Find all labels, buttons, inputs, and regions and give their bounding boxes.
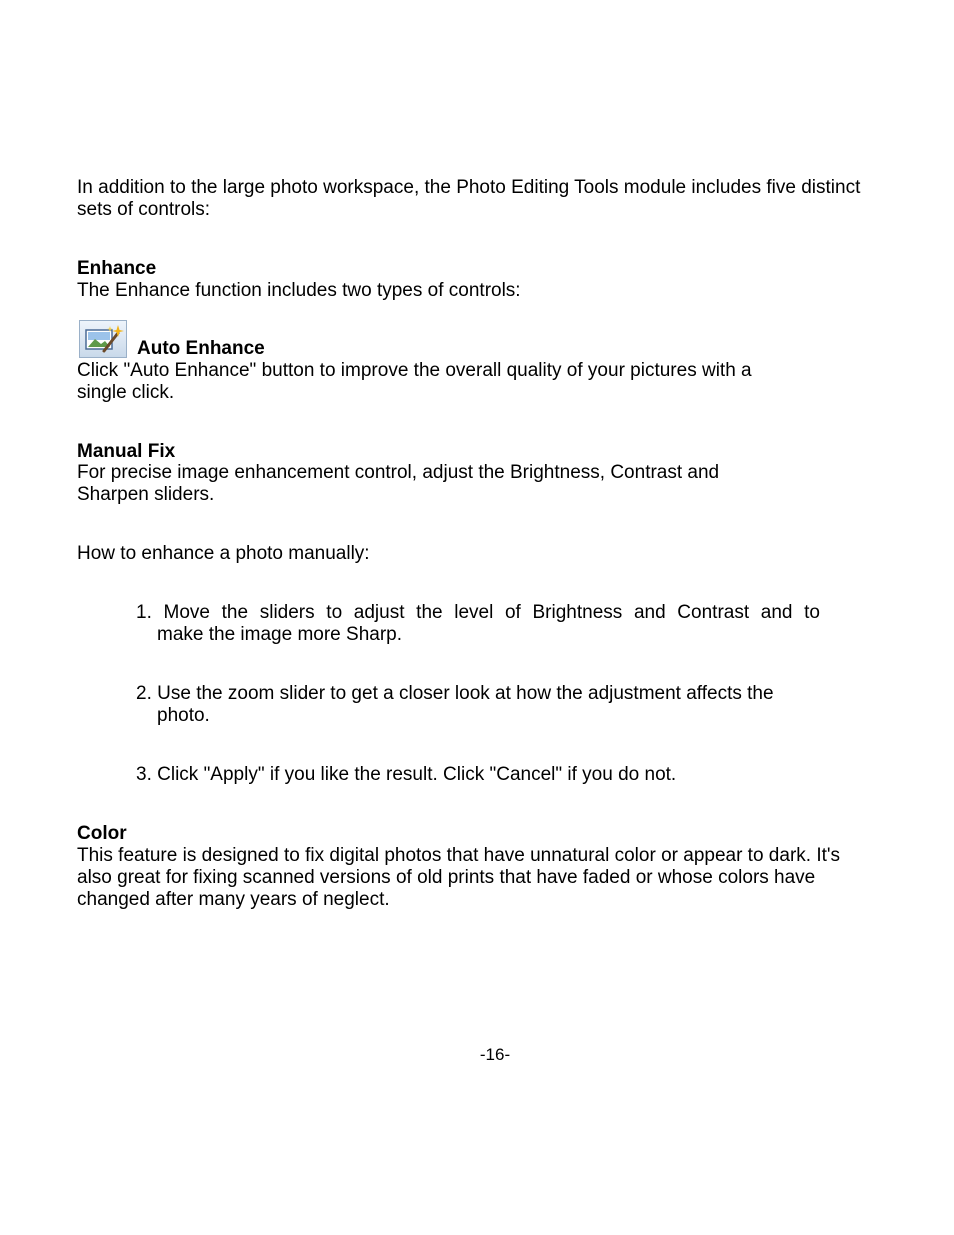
step-3-line-1: 3. Click "Apply" if you like the result. Click "Cancel" if you do not.	[136, 764, 677, 785]
intro-paragraph	[77, 177, 917, 221]
color-description	[77, 845, 917, 911]
auto-enhance-line-1: Click "Auto Enhance" button to improve the overall quality of your pictures with a	[77, 360, 752, 381]
manual-fix-heading: Manual Fix	[77, 441, 176, 462]
color-line-3: changed after many years of neglect.	[77, 889, 390, 910]
manual-fix-line-2: Sharpen sliders.	[77, 484, 215, 505]
step-1-line-2: make the image more Sharp.	[157, 624, 403, 645]
manual-fix-line-1: For precise image enhancement control, adjust the Brightness, Contrast and	[77, 462, 720, 483]
step-2-line-1: 2. Use the zoom slider to get a closer look at how the adjustment affects the	[136, 683, 774, 704]
page-number: -16-	[479, 1045, 511, 1064]
how-to-text: How to enhance a photo manually:	[77, 543, 370, 564]
color-heading: Color	[77, 823, 127, 844]
step-2-line-2: photo.	[157, 705, 210, 726]
color-line-2: also great for fixing scanned versions of old prints that have faded or whose colors have	[77, 867, 816, 888]
intro-line-2: sets of controls:	[77, 199, 211, 220]
auto-enhance-description	[77, 360, 917, 404]
manual-fix-description	[77, 462, 917, 506]
step-2	[136, 683, 820, 727]
auto-enhance-heading: Auto Enhance	[137, 338, 265, 359]
color-line-1: This feature is designed to fix digital photos that have unnatural color or appear to dark. It's	[77, 845, 841, 866]
step-1	[136, 602, 820, 646]
auto-enhance-wand-icon	[79, 320, 127, 358]
auto-enhance-line-2: single click.	[77, 382, 175, 403]
step-1-line-1: 1. Move the sliders to adjust the level of Brightness and Contrast and to	[136, 602, 820, 623]
intro-line-1: In addition to the large photo workspace, the Photo Editing Tools module includes five distinct	[77, 177, 861, 198]
auto-enhance-row	[77, 320, 477, 360]
enhance-heading: Enhance	[77, 258, 157, 279]
enhance-description: The Enhance function includes two types of controls:	[77, 280, 521, 301]
step-3	[136, 764, 820, 786]
